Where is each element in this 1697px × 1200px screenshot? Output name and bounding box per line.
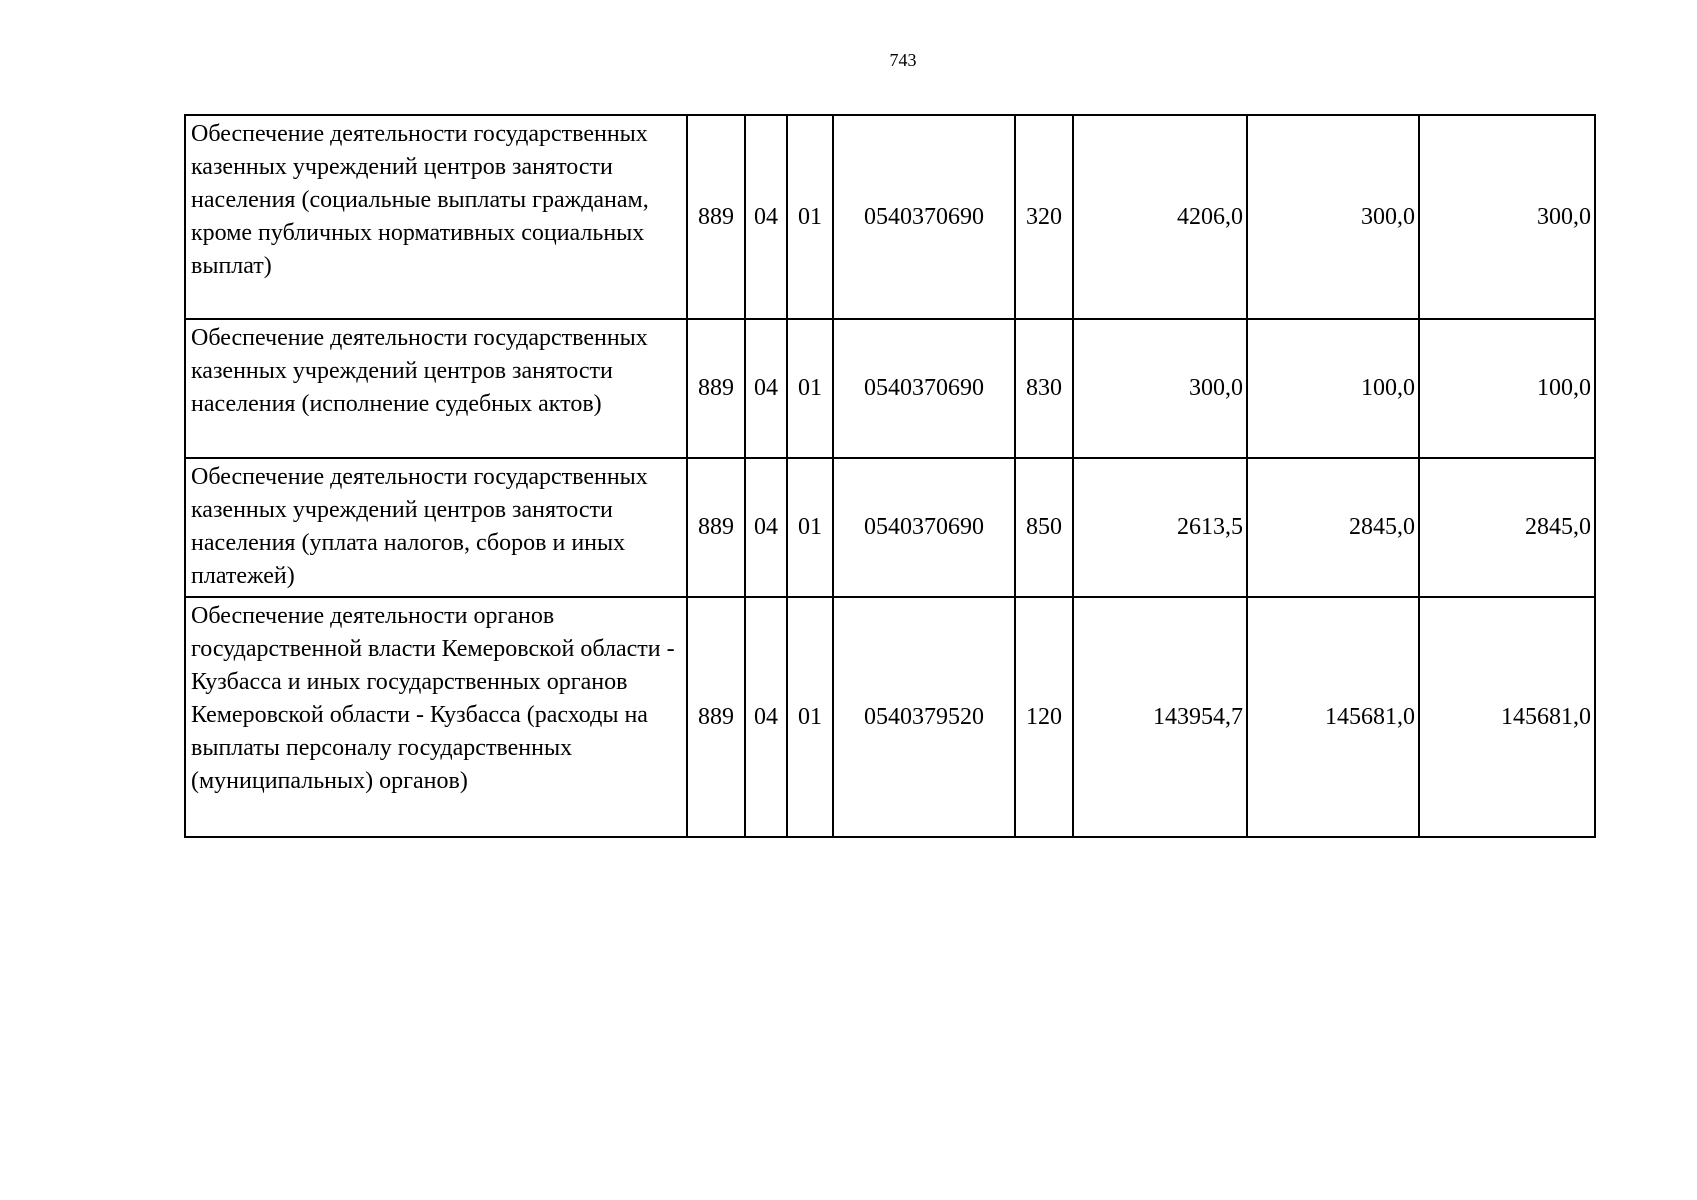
subsection-code: 01 <box>787 115 833 319</box>
expense-type-code: 830 <box>1015 319 1073 458</box>
amount-year-1: 2613,5 <box>1073 458 1247 597</box>
target-article-code: 0540379520 <box>833 597 1015 837</box>
target-article-code: 0540370690 <box>833 319 1015 458</box>
amount-year-1: 143954,7 <box>1073 597 1247 837</box>
expense-type-code: 850 <box>1015 458 1073 597</box>
subsection-code: 01 <box>787 458 833 597</box>
table-row <box>185 458 1595 597</box>
amount-year-1: 4206,0 <box>1073 115 1247 319</box>
subsection-code: 01 <box>787 597 833 837</box>
amount-year-2: 2845,0 <box>1247 458 1419 597</box>
ministry-code: 889 <box>687 319 745 458</box>
amount-year-3: 145681,0 <box>1419 597 1595 837</box>
amount-year-2: 145681,0 <box>1247 597 1419 837</box>
ministry-code: 889 <box>687 115 745 319</box>
ministry-code: 889 <box>687 597 745 837</box>
row-description: Обеспечение деятельности органов государственной власти Кемеровской области - Кузбасса и иных государственных органов Кемеровской области - Кузбасса (расходы на выплаты персоналу государственных (муниципальных) органов) <box>185 597 687 837</box>
amount-year-3: 100,0 <box>1419 319 1595 458</box>
page-number: 743 <box>889 50 917 70</box>
row-description: Обеспечение деятельности государственных казенных учреждений центров занятости населения (уплата налогов, сборов и иных платежей) <box>185 458 687 597</box>
expense-type-code: 320 <box>1015 115 1073 319</box>
row-description: Обеспечение деятельности государственных казенных учреждений центров занятости населения (исполнение судебных актов) <box>185 319 687 458</box>
section-code: 04 <box>745 597 787 837</box>
table-row <box>185 115 1595 319</box>
amount-year-3: 2845,0 <box>1419 458 1595 597</box>
subsection-code: 01 <box>787 319 833 458</box>
amount-year-1: 300,0 <box>1073 319 1247 458</box>
amount-year-2: 300,0 <box>1247 115 1419 319</box>
section-code: 04 <box>745 319 787 458</box>
table-row <box>185 597 1595 837</box>
section-code: 04 <box>745 458 787 597</box>
budget-table <box>184 114 1596 838</box>
table-row <box>185 319 1595 458</box>
row-description: Обеспечение деятельности государственных казенных учреждений центров занятости населения (социальные выплаты гражданам, кроме публичных нормативных социальных выплат) <box>185 115 687 319</box>
target-article-code: 0540370690 <box>833 458 1015 597</box>
section-code: 04 <box>745 115 787 319</box>
ministry-code: 889 <box>687 458 745 597</box>
expense-type-code: 120 <box>1015 597 1073 837</box>
amount-year-2: 100,0 <box>1247 319 1419 458</box>
target-article-code: 0540370690 <box>833 115 1015 319</box>
amount-year-3: 300,0 <box>1419 115 1595 319</box>
